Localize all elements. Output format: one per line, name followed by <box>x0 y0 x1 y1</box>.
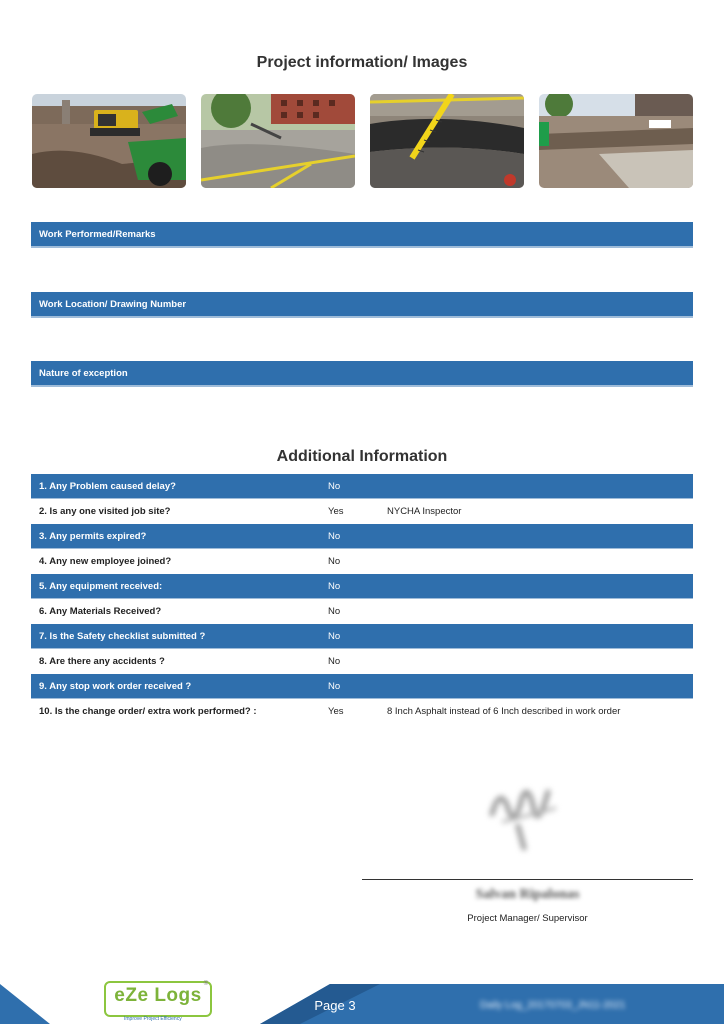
info-answer: No <box>328 581 341 592</box>
logo-text: eZe Logs <box>114 985 202 1006</box>
info-note: NYCHA Inspector <box>387 506 462 517</box>
logo-tagline: Improve Project Efficiency <box>124 1016 182 1022</box>
info-question: 1. Any Problem caused delay? <box>39 481 176 492</box>
wet-pavement-photo[interactable] <box>201 94 355 188</box>
info-answer: Yes <box>328 506 344 517</box>
info-row <box>31 574 693 599</box>
info-answer: No <box>328 631 341 642</box>
work-location-header: Work Location/ Drawing Number <box>31 292 693 318</box>
footer-reference: Daily Log_20170703_JN11-2021 <box>480 1000 626 1011</box>
info-answer: No <box>328 481 341 492</box>
work-performed-header: Work Performed/Remarks <box>31 222 693 248</box>
info-question: 8. Are there any accidents ? <box>39 656 165 667</box>
nature-of-exception-header: Nature of exception <box>31 361 693 387</box>
ezelogs-logo <box>104 981 212 1017</box>
info-row <box>31 674 693 699</box>
excavator-site-photo[interactable] <box>32 94 186 188</box>
info-answer: Yes <box>328 706 344 717</box>
info-note: 8 Inch Asphalt instead of 6 Inch described in work order <box>387 706 621 717</box>
info-row <box>31 624 693 649</box>
signature-line <box>362 879 693 880</box>
info-question: 6. Any Materials Received? <box>39 606 162 617</box>
info-answer: No <box>328 681 341 692</box>
info-row <box>31 599 693 624</box>
info-question: 2. Is any one visited job site? <box>39 506 171 517</box>
info-answer: No <box>328 656 341 667</box>
info-row <box>31 499 693 524</box>
excavated-road-photo[interactable] <box>539 94 693 188</box>
info-answer: No <box>328 556 341 567</box>
info-question: 10. Is the change order/ extra work performed? : <box>39 706 257 717</box>
info-question: 3. Any permits expired? <box>39 531 147 542</box>
info-answer: No <box>328 531 341 542</box>
info-row <box>31 699 693 724</box>
photo-gallery <box>32 94 693 188</box>
info-question: 4. Any new employee joined? <box>39 556 172 567</box>
info-question: 9. Any stop work order received ? <box>39 681 192 692</box>
info-answer: No <box>328 606 341 617</box>
info-row <box>31 549 693 574</box>
signer-role: Project Manager/ Supervisor <box>467 913 588 924</box>
registered-mark: ® <box>203 981 208 987</box>
info-row <box>31 474 693 499</box>
additional-info-table <box>31 474 693 724</box>
info-row <box>31 524 693 549</box>
signature-image <box>478 768 570 860</box>
info-question: 5. Any equipment received: <box>39 581 163 592</box>
additional-info-title: Additional Information <box>276 448 448 465</box>
images-section-title: Project information/ Images <box>256 54 468 71</box>
asphalt-measurement-photo[interactable] <box>370 94 524 188</box>
signer-name: Salvan Ripalonas <box>475 887 580 902</box>
info-row <box>31 649 693 674</box>
page-number: Page 3 <box>314 998 356 1013</box>
info-question: 7. Is the Safety checklist submitted ? <box>39 631 206 642</box>
